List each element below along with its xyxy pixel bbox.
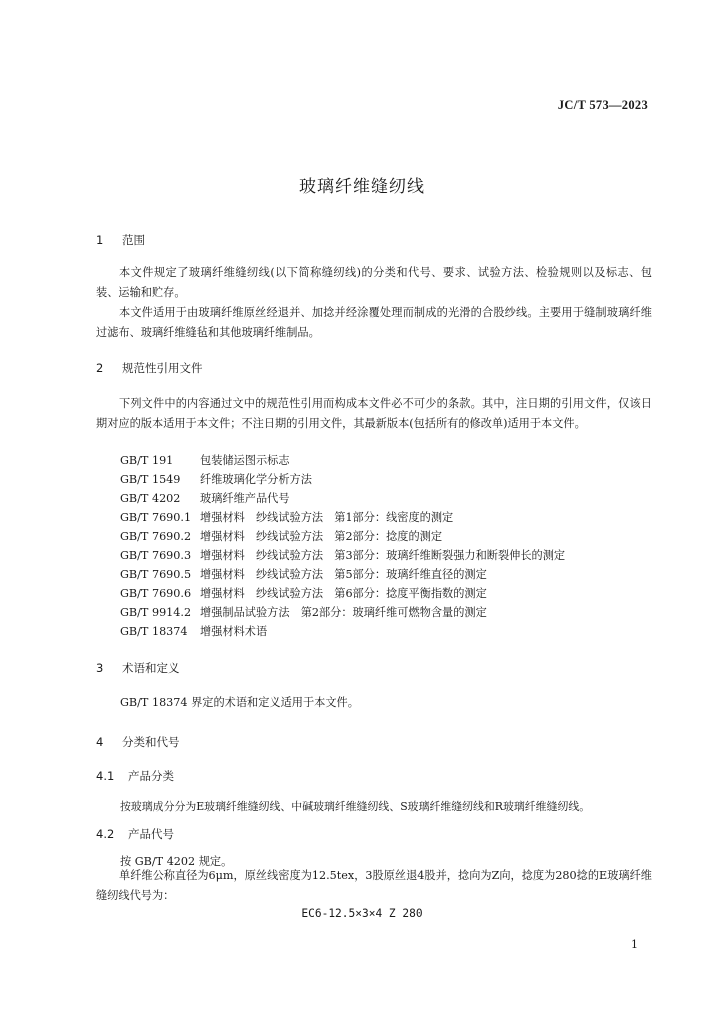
reference-name: 增强材料 纱线试验方法 第5部分：玻璃纤维直径的测定 — [200, 568, 487, 581]
reference-name: 包装储运图示标志 — [200, 454, 290, 467]
code-example-paragraph: 单纤维公称直径为6μm，原丝线密度为12.5tex，3股原丝退4股并，捻向为Z向，捻度为280捻的E玻璃纤维缝纫线代号为： — [96, 869, 652, 902]
section-title: 分类和代号 — [122, 735, 180, 749]
reference-code: GB/T 191 — [120, 454, 174, 467]
reference-item — [120, 509, 453, 525]
subsection-number: 4.2 — [96, 827, 115, 841]
section-title: 术语和定义 — [122, 661, 180, 675]
reference-name: 玻璃纤维产品代号 — [200, 492, 290, 505]
document-title: 玻璃纤维缝纫线 — [299, 177, 425, 197]
reference-code: GB/T 18374 — [120, 625, 188, 638]
subsection-heading-product-classification — [96, 768, 174, 784]
reference-code: GB/T 7690.2 — [120, 530, 192, 543]
reference-item — [120, 623, 267, 639]
reference-name: 增强材料 纱线试验方法 第1部分：线密度的测定 — [200, 511, 454, 524]
reference-name: 增强材料术语 — [200, 625, 268, 638]
reference-name: 纤维玻璃化学分析方法 — [200, 473, 312, 486]
scope-paragraph-1: 本文件规定了玻璃纤维缝纫线(以下简称缝纫线)的分类和代号、要求、试验方法、检验规则以及标志、包装、运输和贮存。 — [96, 266, 652, 299]
terms-paragraph: GB/T 18374 界定的术语和定义适用于本文件。 — [120, 696, 359, 709]
references-intro-paragraph: 下列文件中的内容通过文中的规范性引用而构成本文件必不可少的条款。其中，注日期的引用文件，仅该日期对应的版本适用于本文件；不注日期的引用文件，其最新版本(包括所有的修改单)适用于本文件。 — [96, 397, 652, 430]
product-code-formula: EC6-12.5×3×4 Z 280 — [301, 907, 423, 920]
reference-item — [120, 528, 442, 544]
section-title: 规范性引用文件 — [122, 361, 203, 375]
section-number: 3 — [96, 661, 104, 675]
code-rule-paragraph: 按 GB/T 4202 规定。 — [120, 855, 233, 868]
reference-code: GB/T 7690.3 — [120, 549, 192, 562]
reference-name: 增强材料 纱线试验方法 第2部分：捻度的测定 — [200, 530, 443, 543]
reference-item — [120, 566, 487, 582]
subsection-title: 产品代号 — [128, 827, 174, 841]
reference-code: GB/T 9914.2 — [120, 606, 192, 619]
reference-code: GB/T 7690.5 — [120, 568, 192, 581]
scope-paragraph-2: 本文件适用于由玻璃纤维原丝经退并、加捻并经涂覆处理而制成的光滑的合股纱线。主要用于缝制玻璃纤维过滤布、玻璃纤维缝毡和其他玻璃纤维制品。 — [96, 306, 652, 339]
section-heading-normative-references — [96, 360, 203, 376]
reference-name: 增强制品试验方法 第2部分：玻璃纤维可燃物含量的测定 — [200, 606, 487, 619]
reference-item — [120, 604, 487, 620]
page-number: 1 — [631, 938, 638, 951]
section-number: 2 — [96, 361, 104, 375]
reference-item — [120, 452, 290, 468]
reference-code: GB/T 7690.1 — [120, 511, 192, 524]
section-title: 范围 — [122, 233, 145, 247]
section-heading-scope — [96, 232, 145, 248]
reference-name: 增强材料 纱线试验方法 第6部分：捻度平衡指数的测定 — [200, 587, 487, 600]
section-heading-classification-and-code — [96, 734, 180, 750]
section-number: 4 — [96, 735, 104, 749]
document-code: JC/T 573—2023 — [557, 98, 648, 112]
subsection-number: 4.1 — [96, 769, 115, 783]
reference-item — [120, 585, 487, 601]
reference-code: GB/T 1549 — [120, 473, 181, 486]
reference-item — [120, 547, 565, 563]
subsection-title: 产品分类 — [128, 769, 174, 783]
classification-paragraph: 按玻璃成分分为E玻璃纤维缝纫线、中碱玻璃纤维缝纫线、S玻璃纤维缝纫线和R玻璃纤维缝纫线。 — [120, 800, 591, 813]
reference-code: GB/T 4202 — [120, 492, 181, 505]
reference-code: GB/T 7690.6 — [120, 587, 192, 600]
reference-name: 增强材料 纱线试验方法 第3部分：玻璃纤维断裂强力和断裂伸长的测定 — [200, 549, 566, 562]
section-number: 1 — [96, 233, 104, 247]
subsection-heading-product-code — [96, 826, 174, 842]
reference-item — [120, 490, 290, 506]
reference-item — [120, 471, 312, 487]
section-heading-terms — [96, 660, 180, 676]
